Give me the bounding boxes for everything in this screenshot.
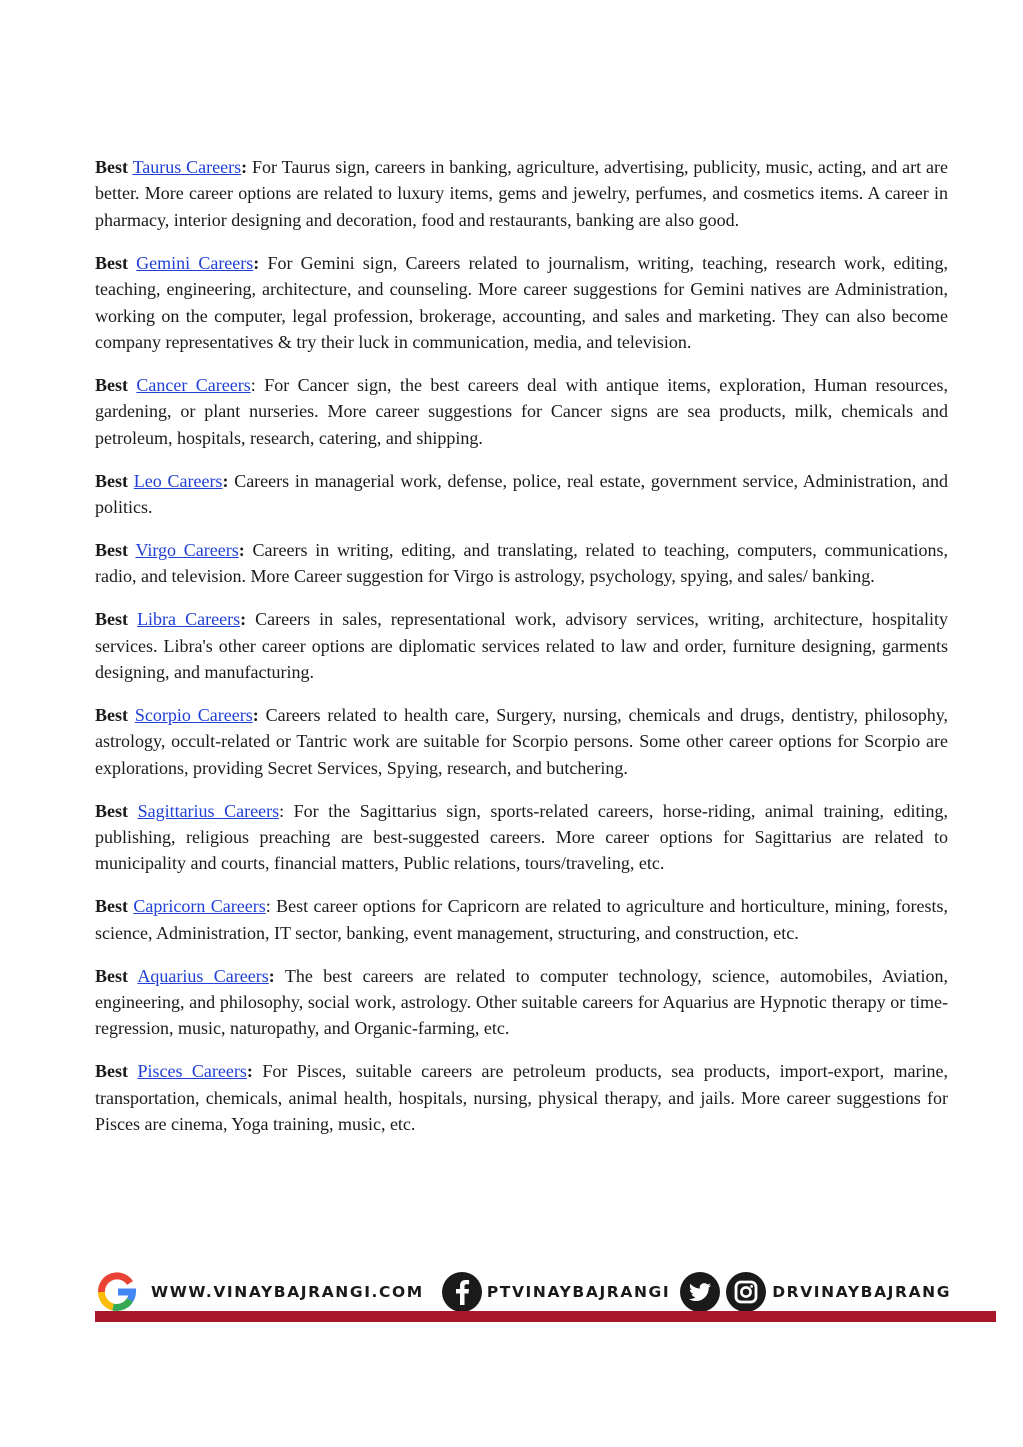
colon-separator: : [250, 374, 256, 395]
career-paragraph [95, 372, 948, 451]
career-link[interactable]: Gemini Careers [136, 252, 254, 273]
career-link[interactable]: Pisces Careers [137, 1061, 247, 1082]
best-label: Best [95, 252, 128, 273]
best-label: Best [95, 609, 128, 630]
career-description: For the Sagittarius sign, sports-related careers, horse-riding, animal training, editing, publishing, religious preaching are best-suggested careers. More career options for Sagittarius are related to municipality and courts, financial matters, Public relations, tours/traveling, etc. [95, 800, 948, 874]
career-link[interactable]: Capricorn Careers [133, 896, 266, 917]
career-link[interactable]: Cancer Careers [136, 374, 251, 395]
career-description: For Pisces, suitable careers are petroleum products, sea products, import-export, marine, transportation, chemicals, animal health, hospitals, nursing, physical therapy, and jails. More career suggestions for Pisces are cinema, Yoga training, music, etc. [95, 1061, 949, 1135]
career-description: Careers related to health care, Surgery, nursing, chemicals and drugs, dentistry, philosophy, astrology, occult-related or Tantric work are suitable for Scorpio persons. Some other career options for Scorpio are explorations, providing Secret Services, Spying, research, and butchering. [95, 704, 949, 778]
colon-separator: : [246, 1061, 253, 1082]
colon-separator: : [238, 539, 245, 560]
footer-banner [95, 1272, 996, 1322]
career-description: For Taurus sign, careers in banking, agriculture, advertising, publicity, music, acting, and art are better. More career options are related to luxury items, gems and jewelry, perfumes, and cosmetics items. A career in pharmacy, interior designing and decoration, food and restaurants, banking are also good. [95, 157, 948, 230]
career-link[interactable]: Taurus Careers [132, 157, 242, 177]
colon-separator: : [265, 896, 271, 917]
footer-social-row [95, 1272, 996, 1312]
colon-separator: : [252, 704, 259, 725]
career-paragraph [95, 537, 948, 590]
career-paragraph [95, 250, 948, 356]
best-label: Best [95, 157, 128, 177]
career-paragraph [95, 468, 948, 521]
best-label: Best [95, 965, 128, 986]
colon-separator: : [253, 252, 260, 273]
footer-red-bar [95, 1311, 996, 1322]
career-link[interactable]: Libra Careers [137, 609, 241, 630]
career-description: For Cancer sign, the best careers deal with antique items, exploration, Human resources, gardening, or plant nurseries. More career suggestions for Cancer signs are sea products, milk, chemicals and petroleum, hospitals, research, catering, and shipping. [95, 374, 949, 448]
best-label: Best [95, 800, 128, 821]
instagram-icon[interactable] [726, 1272, 766, 1312]
instagram-handle[interactable]: DRVINAYBAJRANG [772, 1283, 952, 1301]
career-paragraph [95, 154, 948, 233]
career-description: Careers in managerial work, defense, police, real estate, government service, Administration, and politics. [95, 470, 949, 517]
career-paragraph [95, 1058, 948, 1137]
career-paragraph [95, 606, 948, 685]
best-label: Best [95, 704, 128, 725]
twitter-bird-icon[interactable] [680, 1272, 720, 1312]
career-link[interactable]: Scorpio Careers [134, 704, 253, 725]
career-link[interactable]: Aquarius Careers [137, 965, 269, 986]
career-link[interactable]: Virgo Careers [135, 539, 239, 560]
career-paragraph [95, 963, 948, 1042]
career-link[interactable]: Leo Careers [133, 470, 223, 491]
document-body [95, 154, 948, 1154]
career-link[interactable]: Sagittarius Careers [137, 800, 280, 821]
best-label: Best [95, 470, 128, 491]
best-label: Best [95, 539, 128, 560]
colon-separator: : [240, 609, 247, 630]
career-paragraph [95, 893, 948, 946]
website-url[interactable]: WWW.VINAYBAJRANGI.COM [151, 1283, 424, 1301]
career-description: Careers in writing, editing, and translating, related to teaching, computers, communications, radio, and television. More Career suggestion for Virgo is astrology, psychology, spying, and sales/ banking. [95, 539, 948, 587]
colon-separator: : [279, 800, 285, 821]
career-description: For Gemini sign, Careers related to journalism, writing, teaching, research work, editing, teaching, engineering, architecture, and counseling. More career suggestions for Gemini natives are Administration, working on the computer, legal profession, brokerage, accounting, and sales and marketing. They can also become company representatives & try their luck in communication, media, and television. [95, 252, 949, 352]
colon-separator: : [268, 965, 275, 986]
colon-separator: : [222, 470, 229, 491]
best-label: Best [95, 896, 128, 917]
facebook-handle[interactable]: PTVINAYBAJRANGI [486, 1283, 671, 1301]
google-g-icon [95, 1272, 145, 1312]
career-description: Best career options for Capricorn are related to agriculture and horticulture, mining, forests, science, Administration, IT sector, banking, event management, structuring, and construction, etc. [95, 896, 949, 943]
colon-separator: : [241, 157, 248, 177]
career-description: Careers in sales, representational work, advisory services, writing, architecture, hospitality services. Libra's other career options are diplomatic services related to law and order, furniture designing, garments designing, and manufacturing. [95, 609, 948, 682]
career-paragraph [95, 702, 948, 781]
best-label: Best [95, 1061, 128, 1082]
facebook-icon[interactable] [442, 1272, 482, 1312]
career-description: The best careers are related to computer technology, science, automobiles, Aviation, engineering, and philosophy, social work, astrology. Other suitable careers for Aquarius are Hypnotic therapy or time-regression, music, naturopathy, and Organic-farming, etc. [95, 965, 949, 1039]
best-label: Best [95, 374, 128, 395]
career-paragraph [95, 798, 948, 877]
